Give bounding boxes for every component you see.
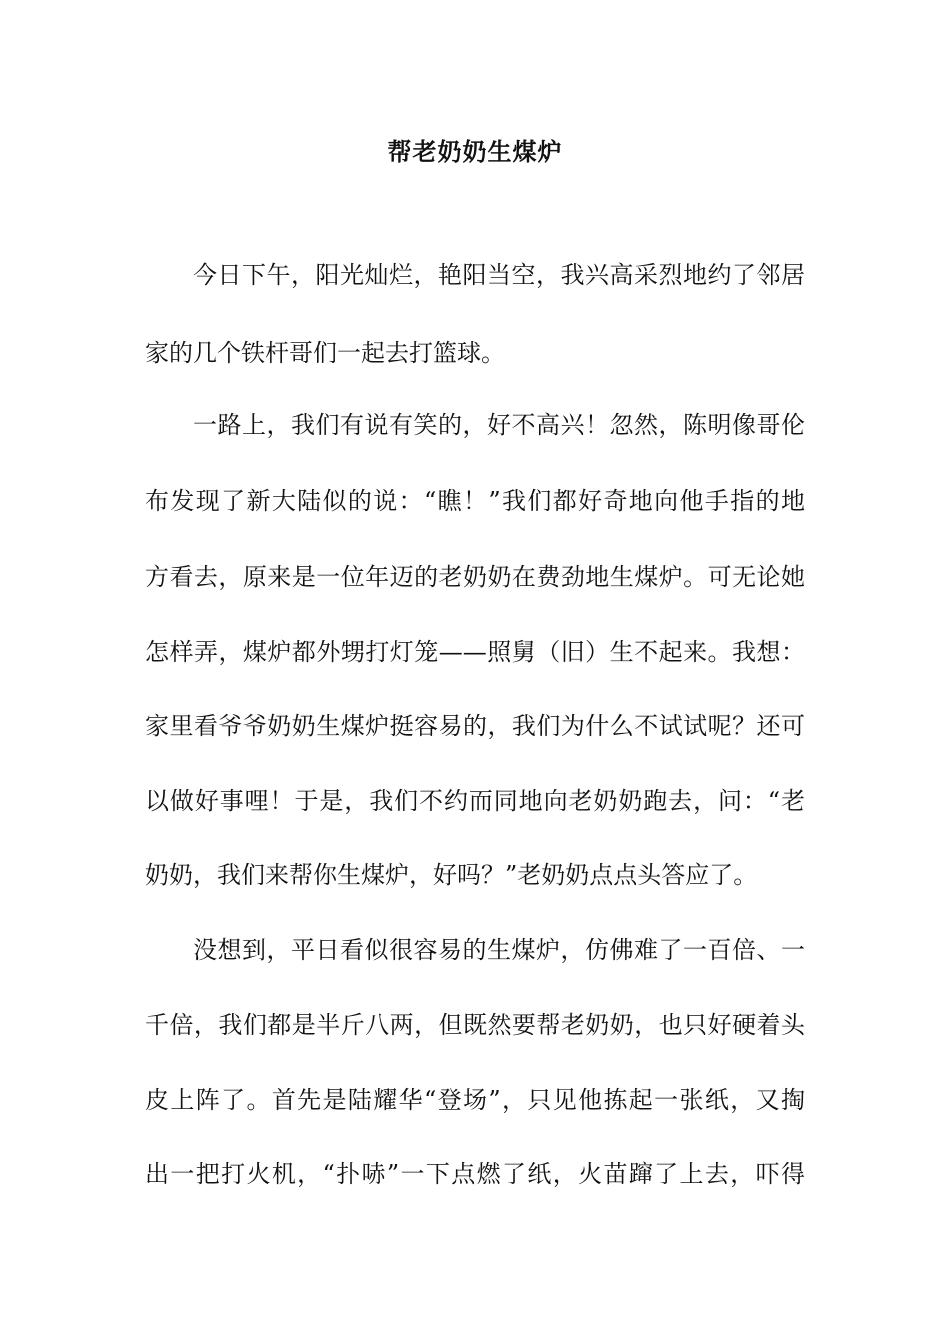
paragraph-3-line-1: 没想到，平日看似很容易的生煤炉，仿佛难了一百倍、一	[193, 936, 805, 964]
paragraph-2-line-2: 布发现了新大陆似的说：“瞧！”我们都好奇地向他手指的地	[145, 487, 805, 515]
paragraph-2-line-7: 奶奶，我们来帮你生煤炉，好吗？”老奶奶点点头答应了。	[145, 861, 758, 889]
paragraph-2-line-4: 怎样弄，煤炉都外甥打灯笼——照舅（旧）生不起来。我想：	[145, 638, 805, 666]
paragraph-1-line-2: 家的几个铁杆哥们一起去打篮球。	[145, 339, 505, 367]
paragraph-2-line-3: 方看去，原来是一位年迈的老奶奶在费劲地生煤炉。可无论她	[145, 563, 805, 591]
document-title: 帮老奶奶生煤炉	[387, 137, 563, 166]
paragraph-3-line-4: 出一把打火机，“扑哧”一下点燃了纸，火苗蹿了上去，吓得	[145, 1160, 805, 1188]
paragraph-1-line-1: 今日下午，阳光灿烂，艳阳当空，我兴高采烈地约了邻居	[193, 261, 805, 289]
paragraph-2-line-6: 以做好事哩！于是，我们不约而同地向老奶奶跑去，问：“老	[145, 787, 805, 815]
paragraph-3-line-3: 皮上阵了。首先是陆耀华“登场”，只见他拣起一张纸，又掏	[145, 1086, 805, 1114]
paragraph-3-line-2: 千倍，我们都是半斤八两，但既然要帮老奶奶，也只好硬着头	[145, 1011, 805, 1039]
paragraph-2-line-1: 一路上，我们有说有笑的，好不高兴！忽然，陈明像哥伦	[193, 411, 805, 439]
paragraph-2-line-5: 家里看爷爷奶奶生煤炉挺容易的，我们为什么不试试呢？还可	[145, 712, 805, 740]
